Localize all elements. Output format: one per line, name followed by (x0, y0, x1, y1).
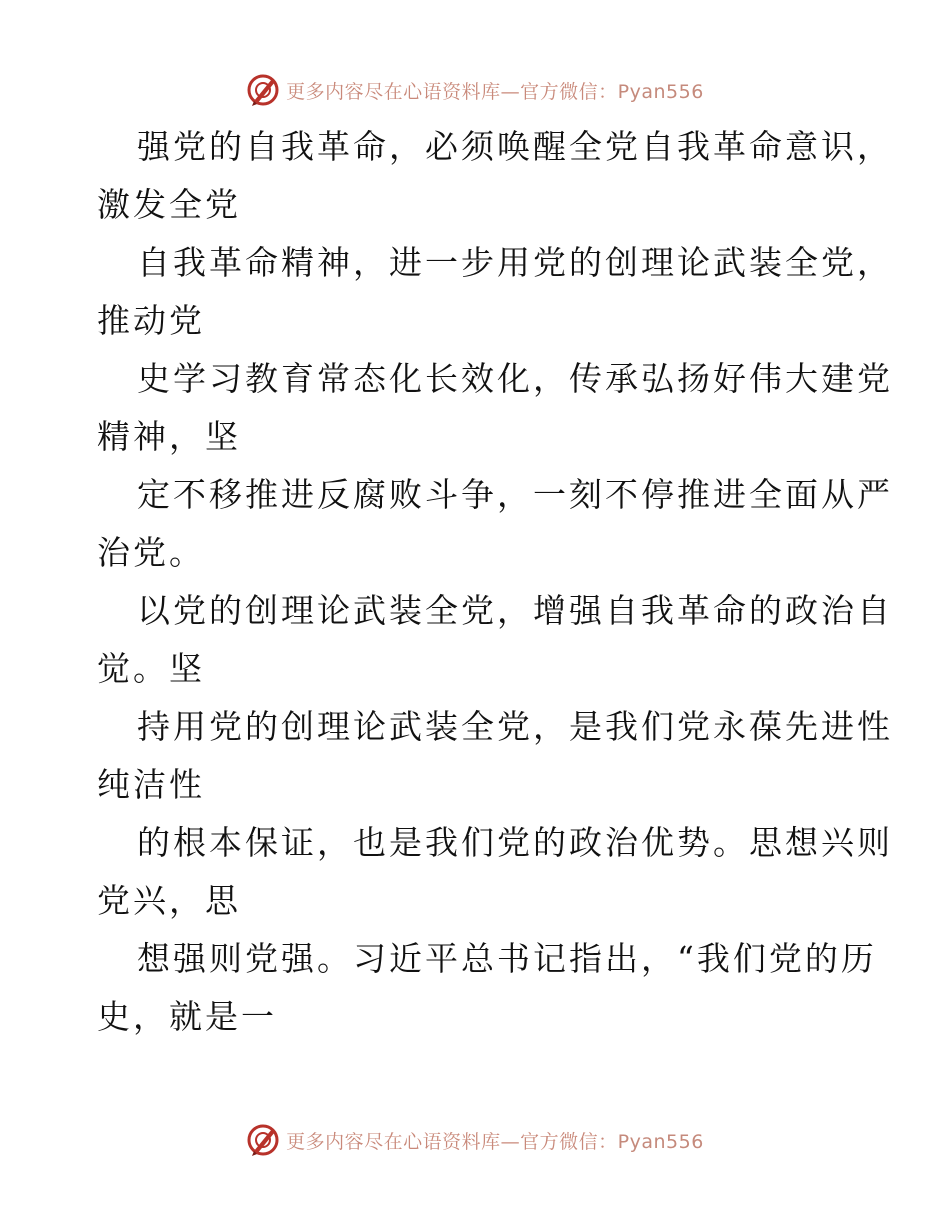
text-line: 纯洁性 (97, 765, 205, 804)
footer-banner-text: 更多内容尽在心语资料库—官方微信：Pyan556 (286, 1130, 704, 1153)
text-line: 的根本保证，也是我们党的政治优势。思想兴则 (137, 823, 893, 862)
footer-banner (0, 1120, 950, 1160)
text-line: 精神，坚 (97, 417, 241, 456)
text-line: 强党的自我革命，必须唤醒全党自我革命意识， (137, 127, 893, 166)
header-wechat-handle: Pyan556 (617, 80, 704, 103)
text-line: 激发全党 (97, 185, 241, 224)
footer-wechat-handle: Pyan556 (617, 1130, 704, 1153)
text-line: 治党。 (97, 533, 205, 572)
pen-logo-icon (246, 73, 280, 107)
text-line: 史学习教育常态化长效化，传承弘扬好伟大建党 (137, 359, 893, 398)
text-line: 党兴，思 (97, 881, 241, 920)
text-line: 觉。坚 (97, 649, 205, 688)
text-line: 自我革命精神，进一步用党的创理论武装全党， (137, 243, 893, 282)
pen-logo-icon (246, 1123, 280, 1157)
text-line: 推动党 (97, 301, 205, 340)
text-line: 持用党的创理论武装全党，是我们党永葆先进性 (137, 707, 893, 746)
text-line: 以党的创理论武装全党，增强自我革命的政治自 (137, 591, 893, 630)
header-banner (0, 70, 950, 110)
text-line: 定不移推进反腐败斗争，一刻不停推进全面从严 (137, 475, 893, 514)
document-body (97, 118, 893, 1046)
text-line: 想强则党强。习近平总书记指出，“我们党的历 (137, 939, 877, 978)
header-banner-text: 更多内容尽在心语资料库—官方微信：Pyan556 (286, 80, 704, 103)
text-line: 史，就是一 (97, 997, 277, 1036)
